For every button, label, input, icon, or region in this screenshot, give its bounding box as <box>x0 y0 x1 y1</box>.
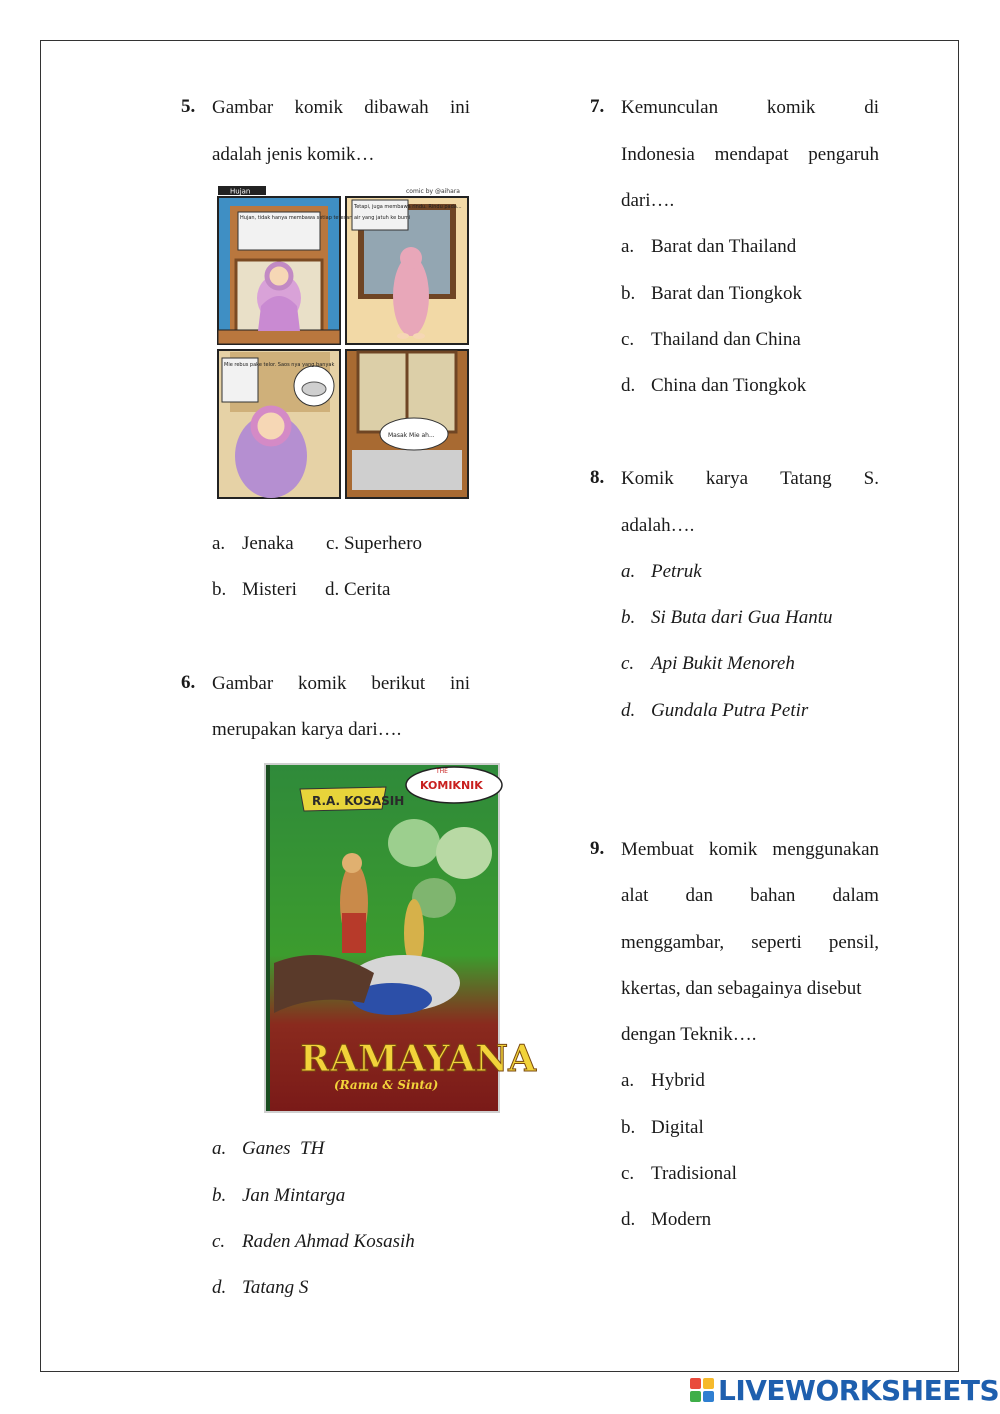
word: komik <box>766 97 816 118</box>
svg-text:Tetapi, juga membawa rindu. Ri <box>353 204 462 210</box>
option-text: Barat dan Tiongkok <box>651 283 802 304</box>
option-text: Si Buta dari Gua Hantu <box>651 607 833 628</box>
option-text: Thailand dan China <box>651 329 801 350</box>
option-text: China dan Tiongkok <box>651 375 807 396</box>
word: berikut <box>371 673 426 694</box>
comic-text-2: Tetapi, juga membawa rindu. Rindu pada... <box>354 204 462 210</box>
question-text-line: dari…. <box>621 190 675 211</box>
question-text-line <box>212 96 470 120</box>
word: pengaruh <box>808 144 879 165</box>
comic-text-3: Mie rebus pake telor. Saos nya yang banyak <box>224 362 335 368</box>
option-letter: d. <box>621 700 636 721</box>
word: dalam <box>832 885 879 906</box>
word: S. <box>863 468 879 489</box>
comic-text-1: Hujan, tidak hanya membawa setiap tetesan air yang jatuh ke bumi <box>240 215 411 221</box>
liveworksheets-logo[interactable] <box>690 1374 999 1406</box>
question-number: 9. <box>590 838 605 859</box>
word: Kemunculan <box>621 97 719 118</box>
word: komik <box>297 673 347 694</box>
word: di <box>864 97 879 118</box>
option-letter: b. <box>212 579 227 600</box>
option-letter: a. <box>621 561 636 582</box>
question-text-line: kkertas, dan sebagainya disebut <box>621 978 862 999</box>
option-letter: c. <box>212 1231 226 1252</box>
ramayana-cover-image <box>264 763 537 1113</box>
option-text: Cerita <box>344 579 391 600</box>
option-letter: c. <box>621 1163 635 1184</box>
word: bahan <box>750 885 796 906</box>
svg-text:Hujan, tidak hanya membawa set <box>240 215 410 221</box>
option-letter: c. <box>621 329 635 350</box>
page-border <box>40 40 959 1372</box>
question-text-line <box>621 838 879 862</box>
cover-badge-top: THE <box>436 768 448 775</box>
option-letter: c. <box>621 653 635 674</box>
cover-badge: KOMIKNIK <box>420 779 483 792</box>
word: alat <box>621 885 649 906</box>
word: ini <box>449 97 470 118</box>
question-text-line <box>621 467 879 491</box>
word: komik <box>294 97 344 118</box>
option-letter: d. <box>212 1277 227 1298</box>
word: Komik <box>621 468 674 489</box>
word: dibawah <box>364 97 429 118</box>
word: Tatang <box>780 468 832 489</box>
question-text-line <box>212 672 470 696</box>
question-number: 5. <box>181 96 196 117</box>
word: Membuat <box>621 839 694 860</box>
option-text: Petruk <box>651 561 702 582</box>
option-letter: b. <box>621 283 636 304</box>
question-text-line <box>621 884 879 908</box>
word: Gambar <box>212 97 274 118</box>
word: karya <box>705 468 749 489</box>
question-text-line: merupakan karya dari…. <box>212 719 402 740</box>
option-text: Superhero <box>343 533 423 554</box>
question-number: 6. <box>181 672 196 693</box>
question-text-line: dengan Teknik…. <box>621 1024 757 1045</box>
word: ini <box>449 673 470 694</box>
option-text: Jenaka <box>242 533 294 554</box>
option-text: Misteri <box>242 579 297 600</box>
word: seperti <box>751 932 802 953</box>
option-text: Tradisional <box>651 1163 737 1184</box>
option-text: Digital <box>651 1117 704 1138</box>
option-letter: a. <box>621 1070 635 1091</box>
word: komik <box>708 839 758 860</box>
option-letter: d. <box>325 579 340 600</box>
question-number: 8. <box>590 467 605 488</box>
word: Indonesia <box>621 144 695 165</box>
word: dan <box>685 885 713 906</box>
cover-title: RAMAYANA <box>300 1038 537 1080</box>
option-letter: b. <box>212 1185 227 1206</box>
word: mendapat <box>714 144 789 165</box>
option-d[interactable] <box>325 578 390 602</box>
option-letter: d. <box>621 1209 636 1230</box>
liveworksheets-mark-icon <box>690 1378 714 1402</box>
comic-header-right: comic by @aihara <box>406 188 460 195</box>
word: menggunakan <box>772 839 879 860</box>
svg-text:Mie rebus pake telor. Saos nya <box>224 362 334 368</box>
question-text-line: adalah jenis komik… <box>212 144 375 165</box>
option-text: Raden Ahmad Kosasih <box>242 1231 415 1252</box>
option-text: Barat dan Thailand <box>651 236 797 257</box>
option-text: Api Bukit Menoreh <box>651 653 795 674</box>
option-text: Hybrid <box>651 1070 705 1091</box>
word: Gambar <box>212 673 274 694</box>
question-text-line <box>621 931 879 955</box>
comic-strip-image <box>216 186 470 500</box>
option-c[interactable] <box>326 532 422 556</box>
option-text: Gundala Putra Petir <box>651 700 809 721</box>
word: menggambar, <box>621 932 725 953</box>
comic-panel-4 <box>346 350 468 498</box>
question-text-line <box>621 96 879 120</box>
option-letter: b. <box>621 1117 636 1138</box>
comic-text-4: Masak Mie ah... <box>388 432 435 439</box>
logo-text: LIVEWORKSHEETS <box>718 1373 1000 1407</box>
question-text-line <box>621 143 879 167</box>
word: pensil, <box>828 932 879 953</box>
option-letter: a. <box>621 236 635 257</box>
option-text: Ganes TH <box>242 1138 325 1159</box>
option-letter: b. <box>621 607 636 628</box>
cover-author: R.A. KOSASIH <box>312 794 405 808</box>
comic-header-left: Hujan <box>230 187 251 196</box>
question-text-line: adalah…. <box>621 515 695 536</box>
option-text: Modern <box>651 1209 712 1230</box>
question-number: 7. <box>590 96 605 117</box>
option-text: Jan Mintarga <box>242 1185 346 1206</box>
option-letter: a. <box>212 1138 227 1159</box>
option-letter: d. <box>621 375 636 396</box>
option-letter: c. <box>326 533 340 554</box>
option-text: Tatang S <box>242 1277 309 1298</box>
comic-panel-3 <box>218 350 340 498</box>
cover-subtitle: (Rama & Sinta) <box>334 1078 439 1092</box>
option-letter: a. <box>212 533 226 554</box>
